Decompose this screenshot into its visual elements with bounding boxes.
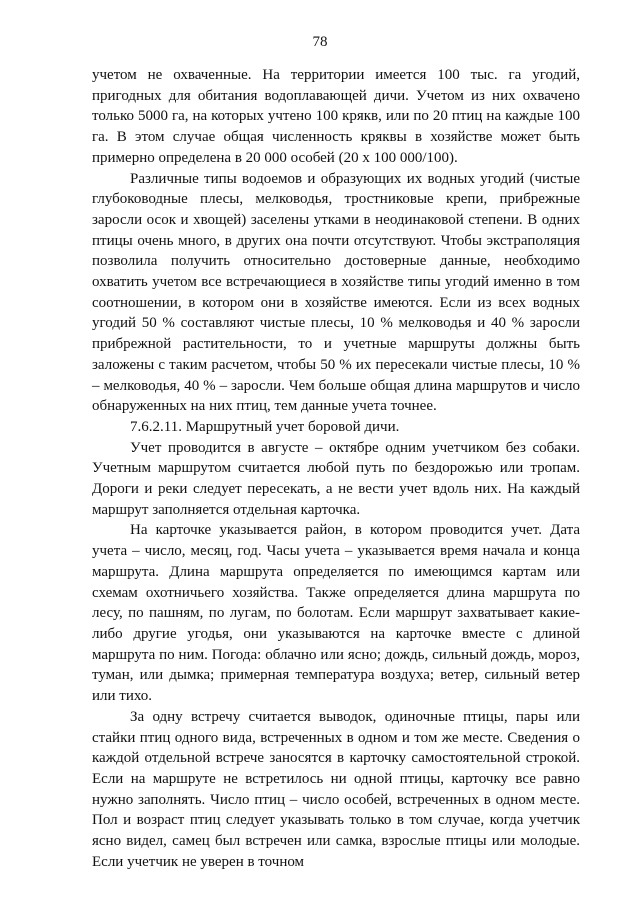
paragraph-survey-timing: Учет проводится в августе – октябре одним учетчиком без собаки. Учетным маршрутом считается любой путь по бездорожью или тропам. Дороги и реки следует пересекать, а не вести учет вдоль них. На каждый маршрут заполняется отдельная карточка. [92,439,580,518]
paragraph-habitat-types: Различные типы водоемов и образующих их водных угодий (чистые глубоководные плесы, мелководья, тростниковые крепи, прибрежные заросли осок и хвощей) заселены утками в неодинаковой степени. В одних птицы очень много, в других она почти отсутствуют. Чтобы экстраполяция позволила получить относительно достоверные данные, необходимо охватить учетом все встречающиеся в хозяйстве типы угодий именно в том соотношении, в котором они в хозяйстве имеются. Если из всех водных угодий 50 % составляют чистые плесы, 10 % мелководья и 40 % заросли прибрежной растительности, то и учетные маршруты должны быть заложены с таким расчетом, чтобы 50 % их пересекали чистые плесы, 10 % – мелководья, 40 % – заросли. Чем больше общая длина маршрутов и число обнаруженных на них птиц, тем данные учета точнее. [92,170,580,415]
page-number: 78 [312,34,328,50]
page-body [92,65,580,872]
section-heading: 7.6.2.11. Маршрутный учет боровой дичи. [130,418,400,435]
paragraph-encounter-rules: За одну встречу считается выводок, одиночные птицы, пары или стайки птиц одного вида, встреченных в одном и том же месте. Сведения о каждой отдельной встрече заносятся в карточку самостоятельной строкой. Если на маршруте не встретилось ни одной птицы, карточку все равно нужно заполнять. Число птиц – число особей, встреченных в одном месте. Пол и возраст птиц следует указывать только в том случае, когда учетчик ясно видел, самец был встречен или самка, взрослые птицы или молодые. Если учетчик не уверен в точном [92,708,580,870]
paragraph-survey-card: На карточке указывается район, в котором проводится учет. Дата учета – число, месяц, год. Часы учета – указывается время начала и конца маршрута. Длина маршрута определяется по имеющимся картам или схемам охотничьего хозяйства. Также определяется длина маршрута по лесу, по пашням, по лугам, по болотам. Если маршрут захватывает какие-либо другие угодья, они указываются на карточке вместе с длиной маршрута по ним. Погода: облачно или ясно; дождь, сильный дождь, мороз, туман, или дымка; примерная температура воздуха; ветер, сильный ветер или тихо. [92,522,580,705]
paragraph-continuation: учетом не охваченные. На территории имеется 100 тыс. га угодий, пригодных для обитания водоплавающей дичи. Учетом из них охвачено только 5000 га, на которых учтено 100 крякв, или по 20 птиц на каждые 100 га. В этом случае общая численность кряквы в хозяйстве может быть примерно определена в 20 000 особей (20 х 100 000/100). [92,67,580,166]
